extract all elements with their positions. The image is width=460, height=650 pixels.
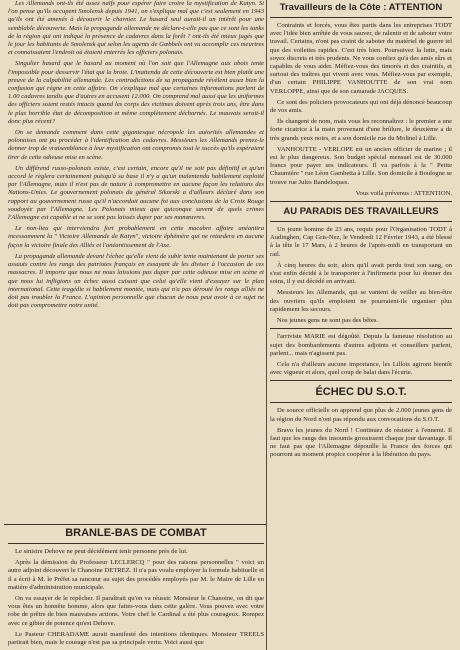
article-paragraph: Contraints et forcés, vous êtes partis dans les entreprises TODT avec l'idée bien arrêtée de vous sauver, de ralentir et de saboter votre travail. Certains, n'ont pas craint de saboter du matériel de guerre tel que des voilettes rapides. C'est très bien. Poursuivez la lutte, mais soyez discrets et très prudents. Ne vous confiez qu'à des amis sûrs et capables de vous aider. Méfiez-vous des timorés et des craintifs, et surtout des traîtres qui vivent avec vous. Méfiez-vous par exemple, d'un certain PHILIPPE VANHOUTTE de son vrai nom VERLOPPE, ainsi que de son camarade JACQUES. — [270, 22, 452, 95]
article-paragraph: Cela n'a d'ailleurs aucune importance, les Lillois agiront bientôt avec vigueur et alors, quel coup de balai dans l'écurie. — [270, 360, 452, 377]
section-divider — [270, 201, 452, 202]
article-paragraph: Ce sont des policiers provocateurs qui ont déjà dénoncé beaucoup de vos amis. — [270, 98, 452, 115]
article-paragraph: On se demande comment dans cette gigantesque nécropole les autorités allemandes et polonaises ont pu procéder à l'identification des cadavres. Messieurs les Allemands prenez-le donner trop de vraisemblance à leur mystification ont compromis tout le succès qu'ils espéraient tirer de cette odieuse mise en scène. — [8, 129, 264, 161]
section-divider — [270, 380, 452, 381]
article-paragraph: Le non-lieu qui interviendra fort probablement en cette macabre affaire anéantira incessamment la " Victoire Allemande de Katyn", victoire éphémère qui ne retardera en aucune façon la victoire finale des Alliés et l'anéantissement de l'Axe. — [8, 225, 264, 249]
heading-underline — [270, 221, 452, 222]
article-paragraph: La propagande allemande devant l'échec qu'elle vient de subir tente maintenant de porter ses assauts contre les rangs des patriotes français en essayant de les diviser à l'occasion de ces massacres. Il importe que nous ne nous laissions pas duper par cette odieuse mise en scène et que nous lui infligions un échec aussi cuisant que celui qu'elle vient d'essuyer sur le plan international. Cette tragédie si habilement montée, mais qui n'a pas dérouté les rangs alliés ne doit pas troubler la France. L'opinion personnelle que chacun de nous peut avoir à ce sujet ne doit pas compromettre notre unité. — [8, 252, 264, 310]
article-paragraph: VANHOUTTE - VERLOPE est un ancien officier de marine ; il est le plus dangereux. Son budget spécial mensuel est de 30.000 francs pour payer ses indicateurs. Il va parfois à la " Petite Chaumière " rue Léon Gambetta à Lille. Son domicile à Boulogne se trouve rue Jules Bandeloques. — [270, 145, 452, 186]
section-heading: Travailleurs de la Côte : ATTENTION — [279, 2, 443, 13]
heading-underline — [8, 543, 264, 544]
article-paragraph: On va essayer de le repêcher. Il paraîtrait qu'on va réussir. Monsieur le Chanoine, on dit que vous êtes un honnête homme, alors que faites-vous dans cette galère. Vous pouvez avec votre robe de prêtre de bien mauvaises actions. Votre chef le Cardinal a été plus courageux. Rompez avec ce gibier de potence qu'est Dehove. — [8, 595, 264, 627]
article-paragraph: Après la démission du Professeur LECLERCQ " pour des raisons personnelles " voici un autre adjoint découvert le Chanoine DETREZ. Il n'a pas voulu employer la formule habituelle et il a écrit à M. le Préfet sa rancœur au sujet des procédés employés par M. le Maire de Lille en matière d'administration municipale. — [8, 559, 264, 591]
article-paragraph: Le sinistre Dehove ne peut décidément tenir personne près de lui. — [15, 548, 188, 555]
article-paragraph: De source officielle on apprend que plus de 2.000 jeunes gens de la région du Nord n'ont pas répondu aux convocations du S.O.T. — [270, 407, 452, 423]
katyn-article — [8, 0, 264, 524]
article-paragraph: Les Allemands ont-ils été assez naïfs pour espérer faire croire la mystification de Katyn. Si l'on pense qu'ils occupent Smolensk depuis 1941, on s'explique mal que c'est seulement en 1943 qu'ils ont été amenés à découvrir le charnier. Le hasard seul aurait-il un intérêt pour une semblable découverte. Mais la propagande allemande ne déclare-t-elle pas que ce sont les tanks de la région qui ont indiqué la présence de cadavres dans la forêt ? ont-ils été mieux jugés que le jour les habitants de Smolensk qui selon les agents de Gœbbels ont vu accomplir ces meurtres et connaissaient l'endroit où étaient enterrés les officiers polonais. — [8, 0, 264, 57]
article-paragraph: À cinq heures du soir, alors qu'il avait perdu tout son sang, on s'est enfin décidé à le transporter à l'infirmerie pour lui donner des soins, il y est décédé en arrivant. — [270, 261, 452, 286]
article-paragraph: Bravo les jeunes du Nord ! Continuez de résister à l'ennemi. Il faut que les rangs des insoumis grossissent chaque jour davantage. Il ne faut pas que l'Allemagne dépouille la France des forces qui pourront au moment propice coopérer à la libération du pays. — [270, 426, 452, 459]
article-paragraph: l'arriviste MARIE est dégoûté. Depuis la fameuse résolution au sujet des bombardements d'autres adjoints et conseillers parlent, parlent... mais n'agissent pas. — [270, 333, 452, 357]
article-paragraph: Ils changent de nom, mais vous les reconnaîtrez : le premier a une forte cicatrice à la main provenant d'une brûlure, le deuxième a de très grands yeux noirs, et a son domicile rue du Molinel à Lille. — [270, 118, 452, 142]
article-paragraph: Le Pasteur CHERADAME aurait manifesté des intentions identiques. Monsieur TREELS partirait bien, mais le courage n'est pas sa principale vertu. Voici aussi que — [8, 630, 264, 647]
article-paragraph: Un différend russo-polonais existe, c'est certain, encore qu'il ne soit pas définitif et qu'un accord le règlera certainement puisqu'à sa base il n'y a qu'un malentendu habilement exploité par l'Allemagne, mais il n'est pas de nature à compromettre en aucune façon les relations des Nations-Unies. Le gouvernement polonais du général Sikorski a d'ailleurs déclaré dans son rapport au gouvernement russe qu'il n'accordait aucune foi aux conclusions de la Croix Rouge soudoyée par l'Allemagne. Les Polonais mieux que quiconque savent de quels crimes l'Allemagne est capable et ne se sont pas laissés duper par ses manœuvres. — [8, 164, 264, 222]
column-divider — [266, 0, 267, 650]
heading-underline — [270, 17, 452, 18]
article-paragraph: Nos jeunes gens ne sont pas des bêtes. — [277, 317, 379, 325]
right-column — [270, 0, 452, 650]
article-paragraph: Un jeune homme de 23 ans, requis pour l'Organisation TODT à Audinghen, Cap Gris-Nez, le Vendredi 12 Février 1943, a été blessé à la tête le 17 Mars, à 2 heures de l'après-midi en transportant un rail. — [270, 226, 452, 258]
section-divider — [270, 328, 452, 329]
article-signoff: Vous voilà prévenus : ATTENTION. — [355, 189, 452, 197]
section-heading: ÉCHEC DU S.O.T. — [315, 386, 407, 399]
section-divider — [4, 524, 266, 525]
article-paragraph: Messieurs les Allemands, qui se vantent de veiller au bien-être des ouvriers qu'ils emploient ne pourraient-ils organiser plus rapidement les secours. — [270, 289, 452, 313]
heading-underline — [270, 402, 452, 403]
section-heading: BRANLE-BAS DE COMBAT — [65, 527, 207, 539]
section-heading: AU PARADIS DES TRAVAILLEURS — [283, 206, 439, 218]
article-paragraph: Singulier hasard que le hasard au moment où l'on sait que l'Allemagne aux abois tente l'impossible pour desservir l'état qui la broie. L'inattendu de cette découverte est bien plutôt une preuve de la culpabilité allemande. Les contradictions de sa propagande révèlent assez bien la confusion qui règne en cette affaire. On s'explique mal que certaines informations parlent de 1.00 cadavres tandis que d'autres en accusent 12.000. On comprend mal aussi que les uniformes des officiers soient restés intacts quand les corps des victimes doivent après trois ans, être dans le plus horrible état de décomposition et même complètement décharnés. Le mauvais serait-il donc plus récent? — [8, 60, 264, 125]
branle-bas-article — [8, 526, 264, 650]
